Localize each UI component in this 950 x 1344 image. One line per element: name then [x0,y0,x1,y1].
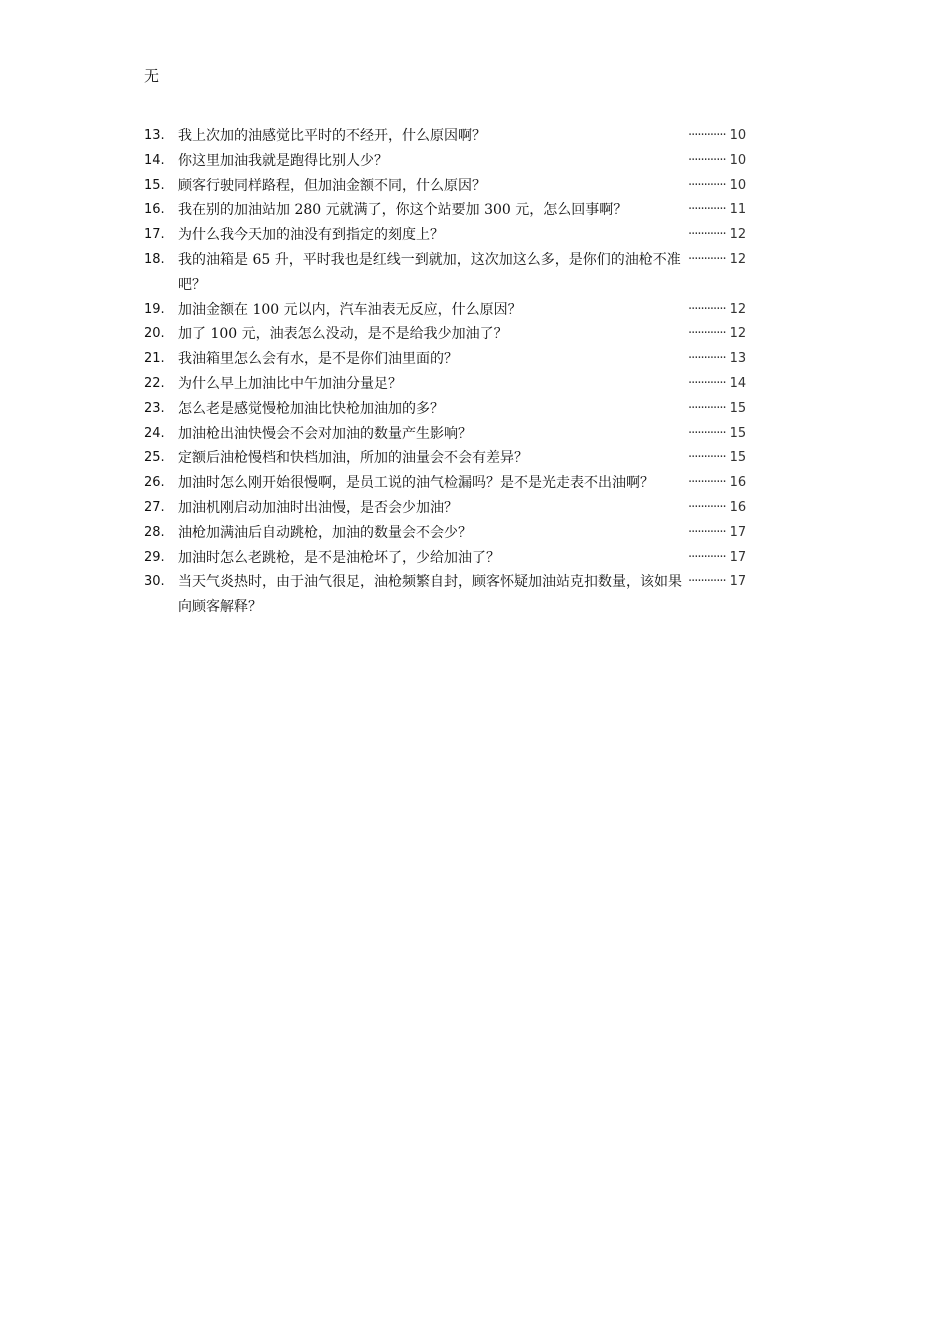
toc-entry-title: 加了 100 元，油表怎么没动，是不是给我少加油了？ [178,326,508,343]
toc-entry-leader [688,446,804,471]
toc-entry-page-number: 17 [729,549,747,565]
toc-entry-title: 加油金额在 100 元以内，汽车油表无反应，什么原因？ [178,301,522,318]
toc-entry-title: 我油箱里怎么会有水，是不是你们油里面的？ [178,351,458,368]
toc-entry[interactable] [144,174,804,199]
toc-entry-number: 18. [144,251,165,267]
toc-entry-page-number: 11 [729,202,747,218]
toc-entry-number: 28. [144,524,165,540]
leader-dots: ············ [688,251,726,267]
toc-entry[interactable] [144,397,804,422]
toc-entry-leader [688,298,804,323]
toc-entry[interactable] [144,422,804,447]
toc-entry[interactable] [144,521,804,546]
leader-dots: ············ [688,450,726,466]
toc-entry-number: 26. [144,475,165,491]
toc-entry-leader [688,570,804,620]
toc-entry[interactable] [144,322,804,347]
toc-entry-title: 加油枪出油快慢会不会对加油的数量产生影响？ [178,425,472,442]
toc-entry-leader [688,322,804,347]
toc-entry-number: 17. [144,227,165,243]
toc-entry[interactable] [144,446,804,471]
toc-entry-title: 定额后油枪慢档和快档加油，所加的油量会不会有差异？ [178,450,528,467]
toc-entry-title: 我上次加的油感觉比平时的不经开，什么原因啊？ [178,128,486,144]
toc-entry-leader [688,546,804,571]
leader-dots: ············ [688,128,726,143]
leader-dots: ············ [688,549,726,565]
toc-entry[interactable] [144,248,804,298]
toc-entry-page-number: 15 [729,400,747,416]
toc-entry[interactable] [144,223,804,248]
toc-entry-number: 25. [144,450,165,466]
leader-dots: ············ [688,400,726,416]
toc-entry-page-number: 10 [729,177,747,193]
toc-entry-page-number: 10 [729,128,747,143]
toc-entry-page-number: 10 [729,152,747,168]
toc-entry[interactable] [144,149,804,174]
toc-entry-page-number: 13 [729,351,747,367]
toc-entry-leader [688,471,804,496]
toc-entry-page-number: 15 [729,425,747,441]
toc-entry-number: 13. [144,128,165,143]
toc-entry-number: 23. [144,400,165,416]
leader-dots: ············ [688,425,726,441]
leader-dots: ············ [688,375,726,391]
toc-entry-title: 加油时怎么老跳枪，是不是油枪坏了，少给加油了？ [178,549,500,566]
toc-entry-leader [688,397,804,422]
toc-entry-page-number: 16 [729,475,747,491]
toc-entry-title: 为什么早上加油比中午加油分量足？ [178,375,402,392]
toc-entry-page-number: 12 [729,251,747,267]
toc-entry-leader [688,422,804,447]
toc-entry-page-number: 15 [729,450,747,466]
toc-entry-title: 油枪加满油后自动跳枪，加油的数量会不会少？ [178,524,472,541]
toc-entry[interactable] [144,471,804,496]
toc-entry-leader [688,372,804,397]
toc-entry-leader [688,223,804,248]
leader-dots: ············ [688,202,726,218]
toc-entry-title: 我的油箱是 65 升，平时我也是红线一到就加，这次加这么多，是你们的油枪不准吧？ [178,251,681,293]
toc-entry-leader [688,124,804,149]
leader-dots: ············ [688,351,726,367]
toc-entry-title: 我在别的加油站加 280 元就满了，你这个站要加 300 元，怎么回事啊？ [178,202,628,219]
toc-entry[interactable] [144,546,804,571]
toc-entry-number: 14. [144,152,165,168]
toc-entry[interactable] [144,347,804,372]
toc-entry-leader [688,347,804,372]
toc-entry[interactable] [144,372,804,397]
leader-dots: ············ [688,499,726,515]
toc-entry-number: 24. [144,425,165,441]
toc-entry-number: 20. [144,326,165,342]
toc-entry[interactable] [144,198,804,223]
toc-entry[interactable] [144,124,804,149]
toc-entry-number: 16. [144,202,165,218]
toc-entry-page-number: 14 [729,375,747,391]
toc-entry-number: 30. [144,574,165,590]
toc-entry[interactable] [144,570,804,620]
toc-entry-page-number: 17 [729,524,747,540]
leader-dots: ············ [688,152,726,168]
leader-dots: ············ [688,524,726,540]
toc-entry-title: 你这里加油我就是跑得比别人少？ [178,152,388,169]
toc-entry-title: 为什么我今天加的油没有到指定的刻度上？ [178,227,444,244]
toc-entry-title: 顾客行驶同样路程，但加油金额不同，什么原因？ [178,177,486,194]
leader-dots: ············ [688,177,726,193]
toc-entry-title: 当天气炎热时，由于油气很足，油枪频繁自封，顾客怀疑加油站克扣数量，该如果向顾客解释？ [178,574,682,616]
toc-entry-leader [688,248,804,298]
toc-entry-title: 加油时怎么刚开始很慢啊，是员工说的油气检漏吗？是不是光走表不出油啊？ [178,475,654,492]
toc-entry-leader [688,521,804,546]
toc-entry-leader [688,198,804,223]
toc-entry[interactable] [144,496,804,521]
toc-entry-number: 15. [144,177,165,193]
toc-entry-number: 29. [144,549,165,565]
toc-entry-title: 加油机刚启动加油时出油慢，是否会少加油？ [178,499,458,516]
toc-entry-page-number: 17 [729,574,747,590]
toc-entry-page-number: 16 [729,499,747,515]
leader-dots: ············ [688,227,726,243]
toc-entry-number: 19. [144,301,165,317]
toc-entry-page-number: 12 [729,227,747,243]
toc-entry[interactable] [144,298,804,323]
toc-entry-leader [688,496,804,521]
toc-entry-leader [688,174,804,199]
toc-entry-page-number: 12 [729,301,747,317]
toc-entry-number: 21. [144,351,165,367]
toc-entry-title: 怎么老是感觉慢枪加油比快枪加油加的多？ [178,400,444,417]
toc-entry-leader [688,149,804,174]
toc-entry-number: 22. [144,375,165,391]
leader-dots: ············ [688,301,726,317]
toc-entry-page-number: 12 [729,326,747,342]
leader-dots: ············ [688,326,726,342]
leader-dots: ············ [688,574,726,590]
toc-entry-number: 27. [144,499,165,515]
leader-dots: ············ [688,475,726,491]
header-note: 无 [144,67,160,85]
table-of-contents [144,124,804,620]
